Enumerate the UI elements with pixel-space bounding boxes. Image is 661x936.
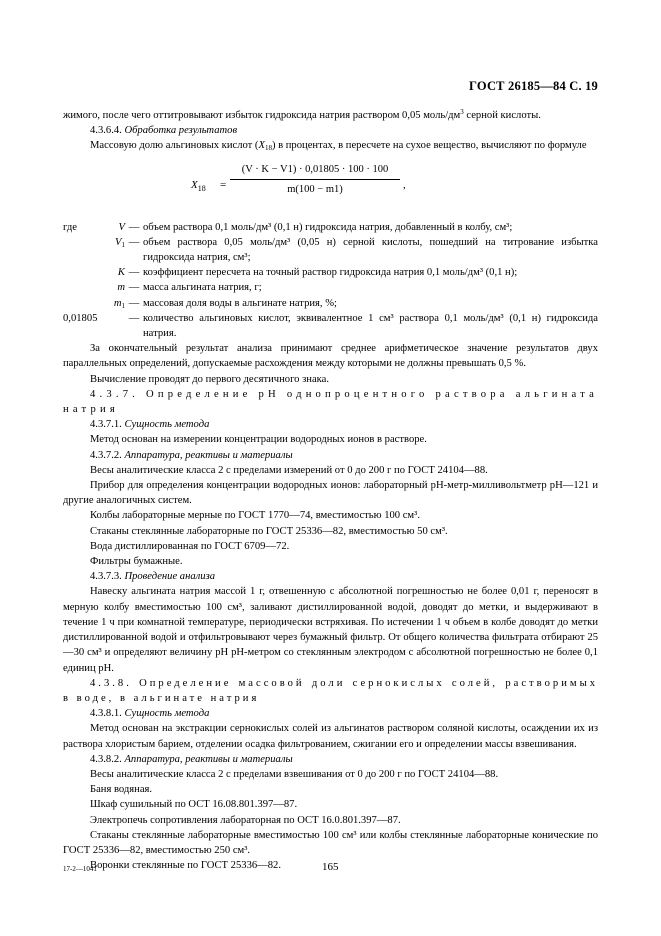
definition-symbol: K — [117, 267, 125, 279]
definition-row — [63, 235, 598, 265]
equipment-item: Стаканы стеклянные лабораторные вместимостью 100 см³ или колбы стеклянные лабораторные конические по ГОСТ 25336—82, вместимостью 250 см³. — [63, 829, 598, 856]
definition-label: где — [63, 221, 77, 233]
section-4-3-8-heading: 4.3.8. Определение массовой доли сернокислых солей, растворимых в воде, в альгинате натрия — [63, 677, 598, 704]
equipment-item: Электропечь сопротивления лабораторная по ОСТ 16.0.801.397—87. — [90, 814, 401, 826]
definition-label — [63, 280, 93, 295]
paragraph-method-basis: Метод основан на экстракции сернокислых солей из альгинатов раствором соляной кислоты, осаждении их из раствора хлористым барием, отделении осадка фильтрованием, сжигании его и определении массы взвешивания. — [63, 723, 598, 750]
section-4-3-7-2: 4.3.7.2. Аппаратура, реактивы и материалы — [90, 449, 293, 461]
definition-row — [63, 265, 598, 280]
equipment-item: Шкаф сушильный по ОСТ 16.08.801.397—87. — [90, 799, 298, 811]
fraction-bar — [230, 179, 400, 180]
equipment-item: Прибор для определения концентрации водородных ионов: лабораторный рН-метр-милливольтметр рН—121 и другие аналогичных систем. — [63, 480, 598, 507]
definition-row — [63, 280, 598, 295]
formula-lhs: $X_{18}$ — [191, 178, 206, 193]
paragraph-formula-intro: Массовую долю альгиновых кислот $(X_{18})$ в процентах, в пересчете на сухое вещество, вычисляют по формуле — [90, 140, 587, 153]
definition-text: объем раствора 0,1 моль/дм³ (0,1 н) гидроксида натрия, добавленный в колбу, см³; — [143, 221, 513, 233]
equipment-item: Баня водяная. — [90, 784, 153, 796]
definition-text: количество альгиновых кислот, эквивалентное 1 см³ раствора 0,1 моль/дм³ (0,1 н) гидроксида натрия. — [143, 312, 598, 340]
equipment-item: Воронки стеклянные по ГОСТ 25336—82. — [90, 860, 281, 872]
formula-comma: , — [403, 178, 406, 191]
equipment-item: Весы аналитические класса 2 с пределами взвешивания от 0 до 200 г по ГОСТ 24104—88. — [90, 768, 499, 780]
definition-dash: — — [128, 221, 140, 233]
equipment-item: Фильтры бумажные. — [90, 556, 183, 568]
section-4-3-7-heading: 4.3.7. Определение рН однопроцентного раствора альгината натрия — [63, 388, 598, 416]
equipment-item: Колбы лабораторные мерные по ГОСТ 1770—74, вместимостью 100 см³. — [90, 510, 420, 522]
definition-row — [63, 311, 598, 341]
equipment-item: Стаканы стеклянные лабораторные по ГОСТ 25336—82, вместимостью 50 см³. — [90, 525, 448, 537]
section-4-3-8-1: 4.3.8.1. Сущность метода — [90, 708, 210, 720]
paragraph-method-basis: Метод основан на измерении концентрации водородных ионов в растворе. — [90, 434, 427, 446]
formula-equals: = — [220, 178, 227, 191]
footer-print-code: 17-2—1041 — [63, 865, 97, 873]
definition-label — [63, 265, 93, 280]
definition-text: коэффициент пересчета на точный раствор гидроксида натрия 0,1 моль/дм³ (0,1 н); — [143, 267, 518, 279]
definition-symbol: V — [118, 221, 125, 233]
paragraph-analysis-procedure: Навеску альгината натрия массой 1 г, отвешенную с абсолютной погрешностью не более 0,01 г, переносят в мерную колбу вместимостью 100 см³, заливают дистиллированной водой, доводят до метки, и выдерживают в течение 1 ч при комнатной температуре, периодически встряхивая. По истечении 1 ч объем в колбе доводят до метки дистиллированной водой и отфильтровывают через бумажный фильтр. От общего количества фильтрата отбирают 25—30 см³ и определяют величину рН рН-метром со стеклянным электродом с абсолютной погрешностью не более 0,1 единиц рН. — [63, 586, 598, 674]
symbol-definitions — [63, 220, 598, 342]
definition-text: объем раствора 0,05 моль/дм³ (0,05 н) серной кислоты, пошедший на титрование избытка гидроксида натрия, см³; — [143, 236, 598, 264]
paragraph-calculation: Вычисление проводят до первого десятичного знака. — [90, 373, 329, 385]
definition-label: 0,01805 — [63, 312, 98, 324]
paragraph-continuation: жимого, после чего оттитровывают избыток гидроксида натрия раствором 0,05 моль/$дм^3$ серной кислоты. — [63, 108, 541, 121]
definition-text: масса альгината натрия, г; — [143, 282, 262, 294]
page-number: 165 — [322, 861, 339, 873]
definition-row — [63, 296, 598, 311]
definition-label — [63, 296, 93, 311]
definition-symbol: $m_1$ — [113, 297, 125, 310]
formula-numerator: (V · K − V1) · 0,01805 · 100 · 100 — [241, 163, 389, 175]
running-header: ГОСТ 26185—84 С. 19 — [469, 79, 598, 93]
paragraph-final-result: За окончательный результат анализа принимают среднее арифметическое значение результатов двух параллельных определений, допускаемые расхождения между которыми не должны превышать 0,5 %. — [63, 343, 598, 370]
formula-denominator: m(100 − m1) — [287, 183, 343, 195]
definition-label — [63, 235, 93, 265]
definition-dash: — — [128, 312, 140, 324]
definition-dash: — — [128, 282, 140, 294]
formula-x18 — [63, 162, 598, 214]
definition-symbol — [113, 311, 125, 341]
section-4-3-6-4: 4.3.6.4. Обработка результатов — [90, 125, 238, 137]
definition-symbol: $V_1$ — [115, 236, 125, 249]
definition-row — [63, 220, 598, 235]
definition-dash: — — [128, 236, 140, 248]
definition-dash: — — [128, 267, 140, 279]
equipment-item: Весы аналитические класса 2 с пределами измерений от 0 до 200 г по ГОСТ 24104—88. — [90, 464, 488, 476]
document-body — [63, 108, 598, 873]
equipment-item: Вода дистиллированная по ГОСТ 6709—72. — [90, 540, 290, 552]
definition-text: массовая доля воды в альгинате натрия, %; — [143, 297, 337, 309]
section-4-3-7-1: 4.3.7.1. Сущность метода — [90, 419, 210, 431]
section-4-3-8-2: 4.3.8.2. Аппаратура, реактивы и материалы — [90, 753, 293, 765]
section-4-3-7-3: 4.3.7.3. Проведение анализа — [90, 571, 216, 583]
definition-dash: — — [128, 297, 140, 309]
definition-symbol: m — [117, 282, 125, 294]
